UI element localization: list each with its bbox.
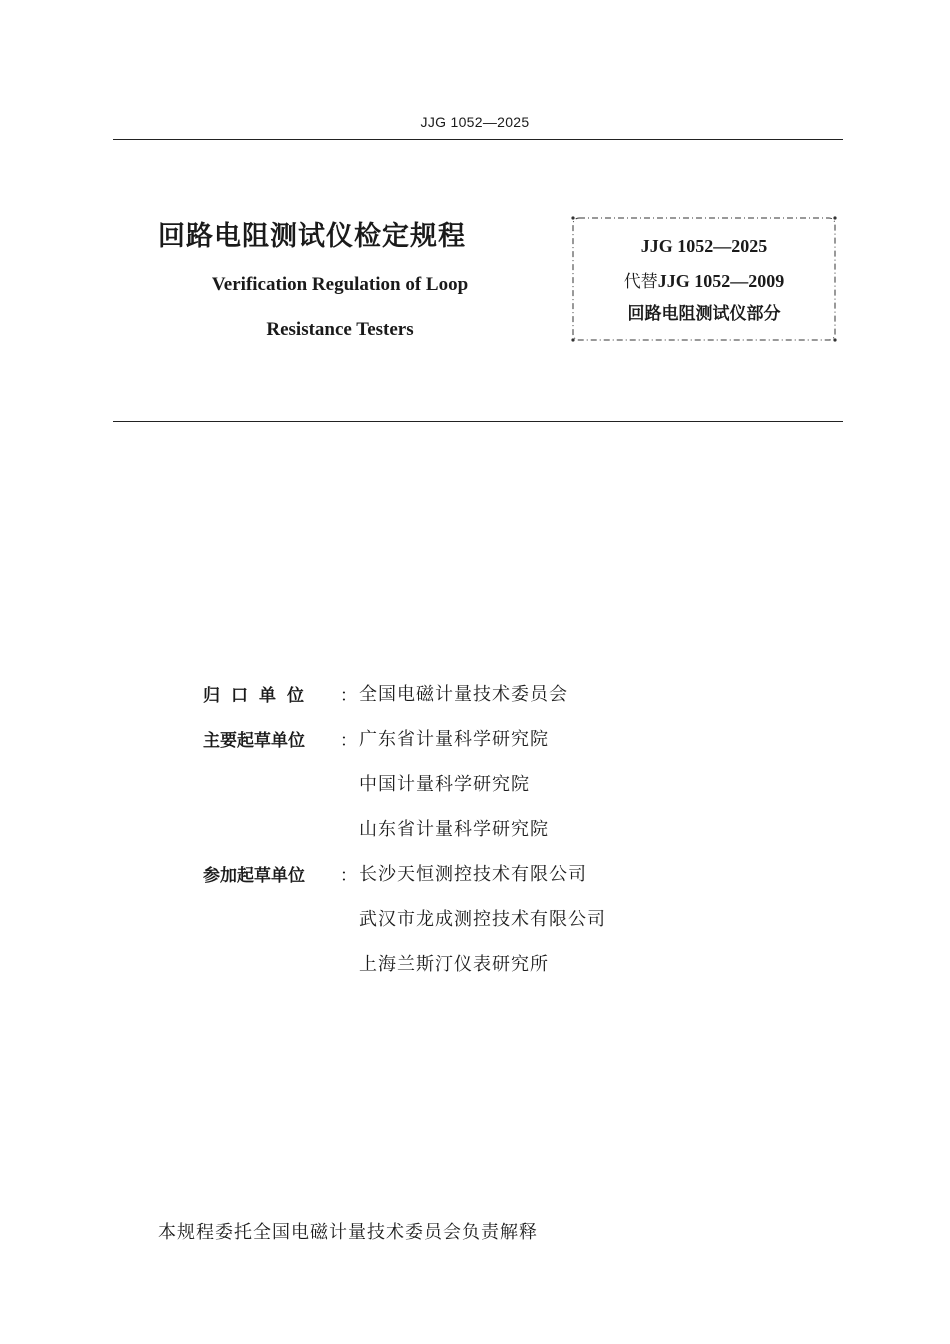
- code-box-replaces: [571, 267, 837, 292]
- top-divider: [113, 139, 843, 140]
- main-drafting-unit-1: 广东省计量科学研究院: [359, 729, 549, 750]
- title-english-line1: Verification Regulation of Loop: [211, 274, 469, 295]
- responsible-unit-value: 全国电磁计量技术委员会: [359, 684, 568, 705]
- main-drafting-unit-3: 山东省计量科学研究院: [359, 819, 549, 840]
- main-drafting-colon: ：: [340, 731, 357, 751]
- middle-divider: [113, 421, 843, 422]
- participating-unit-1: 长沙天恒测控技术有限公司: [359, 864, 587, 885]
- participating-unit-2: 武汉市龙成测控技术有限公司: [359, 909, 606, 930]
- participating-drafting-colon: ：: [340, 866, 357, 886]
- main-drafting-label: 主要起草单位: [203, 731, 305, 751]
- code-box-replaces-prefix: 代替: [623, 272, 658, 292]
- code-box-scope: 回路电阻测试仪部分: [627, 304, 781, 324]
- code-box-replaced-code: JJG 1052—2009: [657, 271, 785, 291]
- code-box: [571, 216, 837, 342]
- participating-unit-3: 上海兰斯汀仪表研究所: [359, 954, 549, 975]
- responsible-unit-label: 归口单位: [203, 686, 315, 706]
- document-code-header: JJG 1052—2025: [420, 114, 530, 130]
- title-chinese: 回路电阻测试仪检定规程: [158, 221, 466, 252]
- title-english-line2: Resistance Testers: [266, 319, 414, 340]
- code-box-current-code: JJG 1052—2025: [640, 236, 768, 256]
- participating-drafting-label: 参加起草单位: [203, 866, 305, 886]
- main-drafting-unit-2: 中国计量科学研究院: [359, 774, 530, 795]
- responsible-unit-colon: ：: [340, 686, 357, 706]
- interpretation-note: 本规程委托全国电磁计量技术委员会负责解释: [158, 1222, 538, 1243]
